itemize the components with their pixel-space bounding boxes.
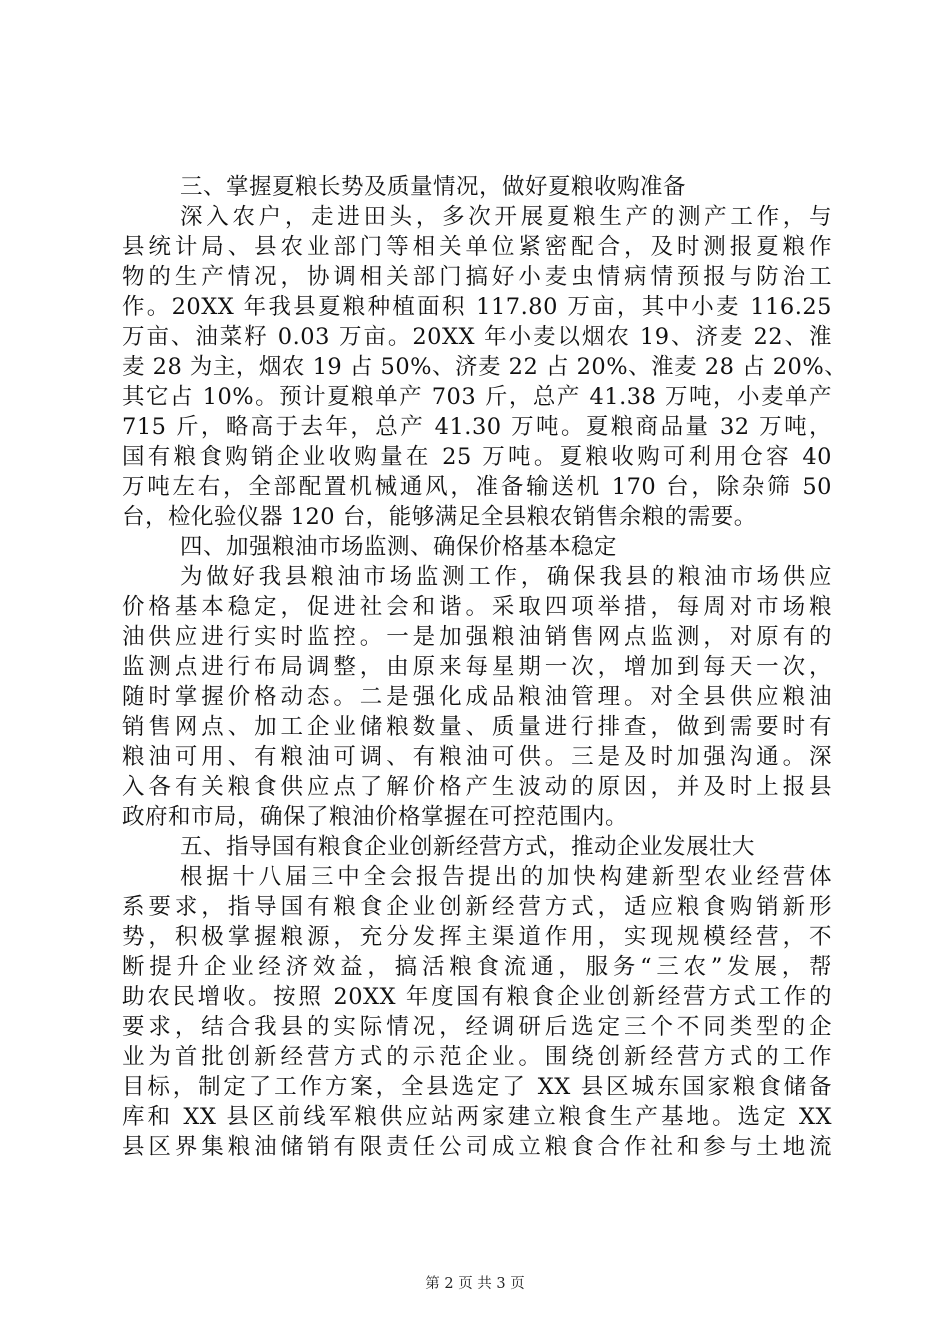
paragraph-line: 深入农户，走进田头，多次开展夏粮生产的测产工作，与 — [180, 204, 832, 230]
paragraph-line: 台，检化验仪器 120 台，能够满足全县粮农销售余粮的需要。 — [122, 504, 757, 530]
paragraph-line: 价格基本稳定，促进社会和谐。采取四项举措，每周对市场粮 — [122, 594, 832, 620]
paragraph-line: 势，积极掌握粮源，充分发挥主渠道作用，实现规模经营，不 — [122, 924, 832, 950]
paragraph-line: 要求，结合我县的实际情况，经调研后选定三个不同类型的企 — [122, 1014, 832, 1040]
section-heading: 四、加强粮油市场监测、确保价格基本稳定 — [180, 534, 618, 560]
document-body — [122, 172, 848, 1162]
paragraph-line: 万吨左右，全部配置机械通风，准备输送机 170 台，除杂筛 50 — [122, 474, 832, 500]
paragraph-line: 根据十八届三中全会报告提出的加快构建新型农业经营体 — [180, 864, 832, 890]
paragraph-line: 目标，制定了工作方案，全县选定了 XX 县区城东国家粮食储备 — [122, 1074, 832, 1100]
paragraph-line: 作。20XX 年我县夏粮种植面积 117.80 万亩，其中小麦 116.25 — [122, 294, 832, 320]
paragraph-line: 715 斤，略高于去年，总产 41.30 万吨。夏粮商品量 32 万吨， — [122, 414, 832, 440]
paragraph-line: 万亩、油菜籽 0.03 万亩。20XX 年小麦以烟农 19、济麦 22、淮 — [122, 324, 832, 350]
paragraph-line: 销售网点、加工企业储粮数量、质量进行排查，做到需要时有 — [122, 714, 832, 740]
section-heading: 五、指导国有粮食企业创新经营方式，推动企业发展壮大 — [180, 834, 756, 860]
paragraph-line: 其它占 10%。预计夏粮单产 703 斤，总产 41.38 万吨，小麦单产 — [122, 384, 832, 410]
paragraph-line: 随时掌握价格动态。二是强化成品粮油管理。对全县供应粮油 — [122, 684, 832, 710]
paragraph-line: 业为首批创新经营方式的示范企业。围绕创新经营方式的工作 — [122, 1044, 832, 1070]
paragraph-line: 县统计局、县农业部门等相关单位紧密配合，及时测报夏粮作 — [122, 234, 832, 260]
paragraph-line: 粮油可用、有粮油可调、有粮油可供。三是及时加强沟通。深 — [122, 744, 832, 770]
paragraph-line: 麦 28 为主，烟农 19 占 50%、济麦 22 占 20%、淮麦 28 占 20%、 — [122, 354, 848, 380]
paragraph-line: 助农民增收。按照 20XX 年度国有粮食企业创新经营方式工作的 — [122, 984, 832, 1010]
section-heading: 三、掌握夏粮长势及质量情况，做好夏粮收购准备 — [180, 174, 687, 200]
paragraph-line: 县区界集粮油储销有限责任公司成立粮食合作社和参与土地流 — [122, 1134, 832, 1160]
paragraph-line: 为做好我县粮油市场监测工作，确保我县的粮油市场供应 — [180, 564, 832, 590]
paragraph-line: 断提升企业经济效益，搞活粮食流通，服务“三农”发展，帮 — [122, 954, 832, 980]
page-footer: 第 2 页 共 3 页 — [425, 1276, 525, 1292]
paragraph-line: 监测点进行布局调整，由原来每星期一次，增加到每天一次， — [122, 654, 832, 680]
paragraph-line: 物的生产情况，协调相关部门搞好小麦虫情病情预报与防治工 — [122, 264, 832, 290]
paragraph-line: 国有粮食购销企业收购量在 25 万吨。夏粮收购可利用仓容 40 — [122, 444, 832, 470]
paragraph-line: 政府和市局，确保了粮油价格掌握在可控范围内。 — [122, 804, 629, 830]
paragraph-line: 入各有关粮食供应点了解价格产生波动的原因，并及时上报县 — [122, 774, 832, 800]
paragraph-line: 库和 XX 县区前线军粮供应站两家建立粮食生产基地。选定 XX — [122, 1104, 832, 1130]
paragraph-line: 油供应进行实时监控。一是加强粮油销售网点监测，对原有的 — [122, 624, 832, 650]
paragraph-line: 系要求，指导国有粮食企业创新经营方式，适应粮食购销新形 — [122, 894, 832, 920]
